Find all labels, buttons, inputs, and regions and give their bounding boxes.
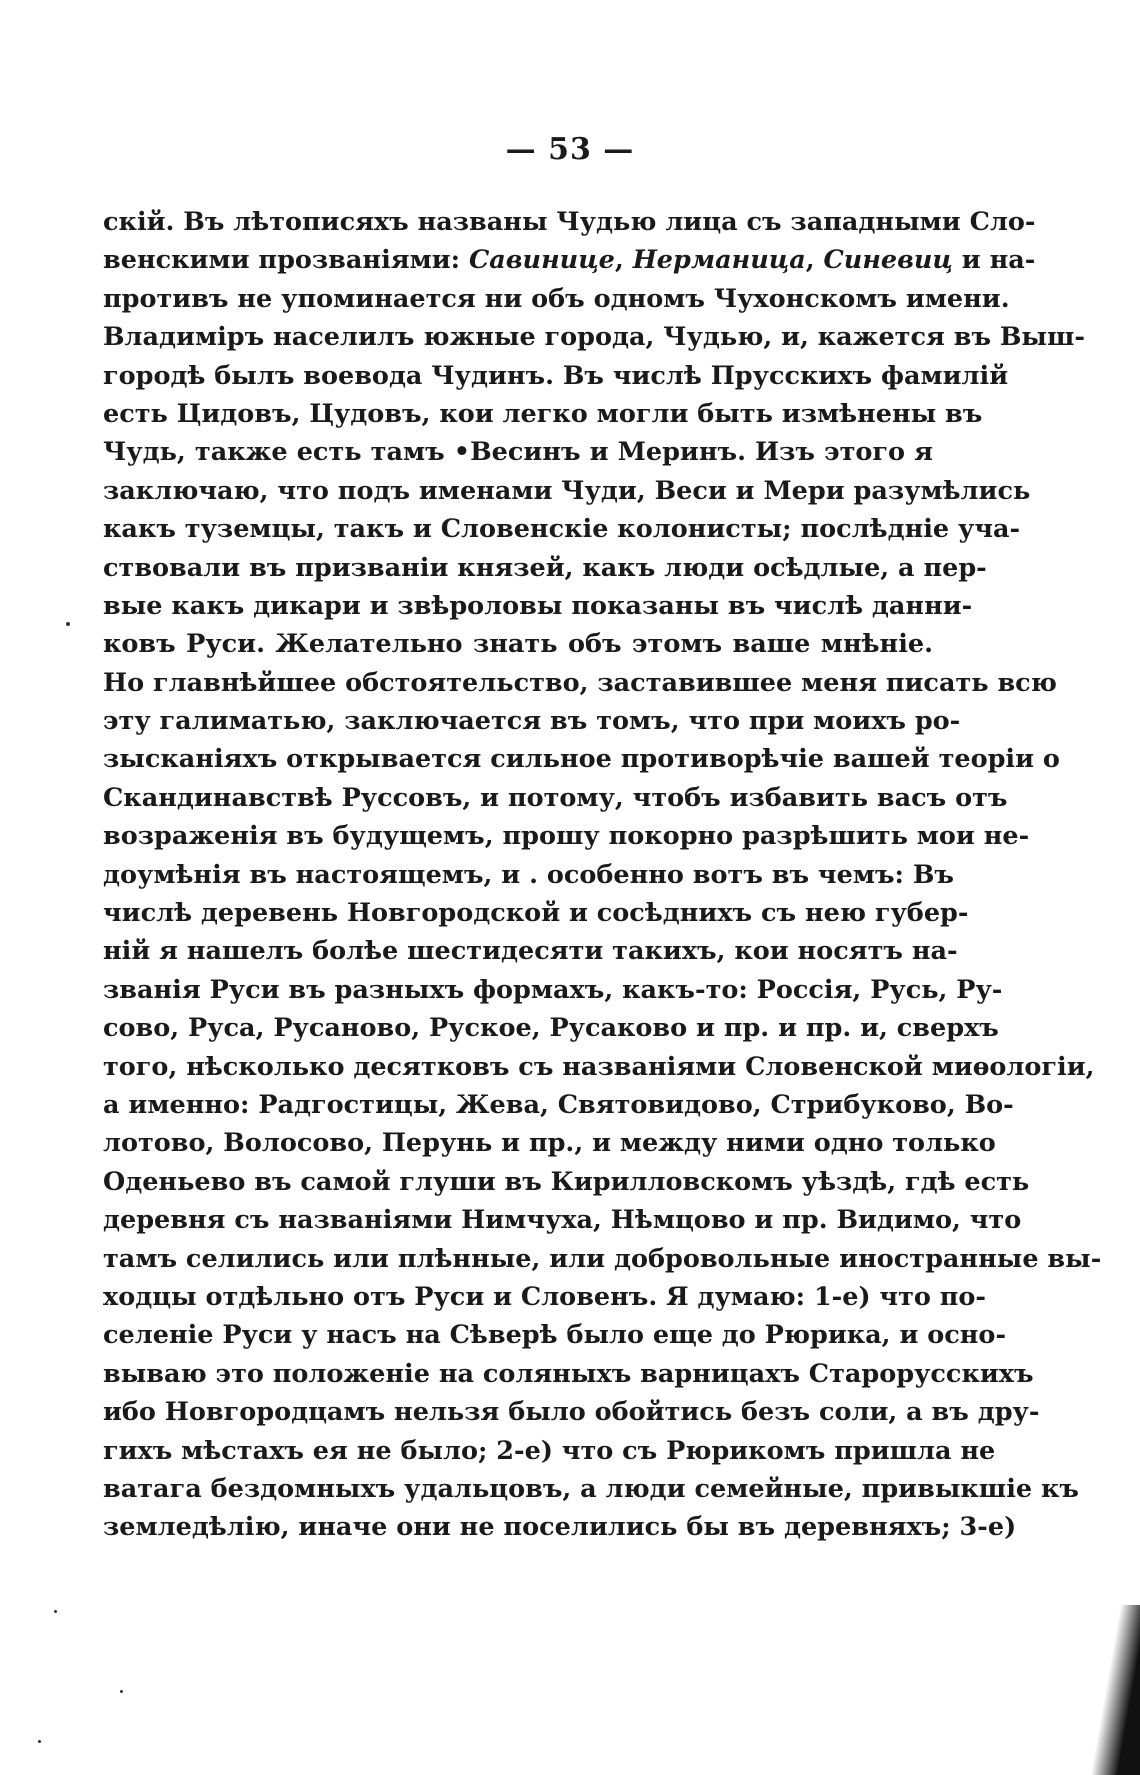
text-line: тамъ селились или плѣнные, или добровольные иностранные вы- [103, 1243, 1102, 1274]
text-span: , [614, 245, 633, 276]
text-line: того, нѣсколько десятковъ съ названіями Словенской миѳологіи, [103, 1051, 1095, 1082]
text-line: ній я нашелъ болѣе шестидесяти такихъ, кои носятъ на- [103, 936, 958, 967]
text-line: скій. Въ лѣтописяхъ названы Чудью лица съ западными Сло- [103, 207, 1036, 237]
italic-name: Нерманица [632, 245, 806, 276]
text-line: Скандинавствѣ Руссовъ, и потому, чтобъ избавить васъ отъ [103, 782, 1008, 813]
italic-name: Савинице [468, 245, 615, 276]
text-line: вые какъ дикари и звѣроловы показаны въ числѣ данни- [103, 590, 973, 621]
text-line: Владиміръ населилъ южные города, Чудью, и, кажется въ Выш- [103, 322, 1085, 353]
text-line: Чудь, также есть тамъ •Весинъ и Меринъ. Изъ этого я [103, 437, 933, 468]
text-line: Оденьево въ самой глуши въ Кирилловскомъ уѣздѣ, гдѣ есть [103, 1166, 1030, 1197]
text-span: , [805, 245, 824, 276]
scan-speck [120, 1690, 123, 1693]
text-line: возраженія въ будущемъ, прошу покорно разрѣшить мои не- [103, 821, 1030, 852]
text-line: есть Цидовъ, Цудовъ, кои легко могли быть измѣнены въ [103, 398, 983, 429]
text-line [103, 241, 1036, 279]
text-line: вываю это положеніе на соляныхъ варницахъ Старорусскихъ [103, 1358, 1034, 1389]
text-line: какъ туземцы, такъ и Словенскіе колонисты; послѣдніе уча- [103, 514, 1021, 545]
page-number: — 53 — [505, 132, 635, 167]
text-line: ходцы отдѣльно отъ Руси и Словенъ. Я думаю: 1-е) что по- [103, 1281, 987, 1312]
text-line: ствовали въ призваніи князей, какъ люди осѣдлые, а пер- [103, 552, 987, 583]
text-line: зысканіяхъ открывается сильное противорѣчіе вашей теоріи о [103, 744, 1060, 775]
text-line: а именно: Радгостицы, Жева, Святовидово, Стрибуково, Во- [103, 1089, 1014, 1120]
text-span: венскими прозваніями: [103, 245, 469, 276]
text-line: ковъ Руси. Желательно знать объ этомъ ваше мнѣніе. [103, 629, 933, 660]
text-line: доумѣнія въ настоящемъ, и . особенно вотъ въ чемъ: Въ [103, 859, 954, 890]
text-line: числѣ деревень Новгородской и сосѣднихъ съ нею губер- [103, 898, 969, 929]
text-line: Но главнѣйшее обстоятельство, заставившее меня писать всю [103, 667, 1057, 698]
text-line: званія Руси въ разныхъ формахъ, какъ-то: Россія, Русь, Ру- [103, 974, 1003, 1005]
text-line: земледѣлію, иначе они не поселились бы въ деревняхъ; 3-е) [103, 1512, 1017, 1543]
text-line: сово, Руса, Русаново, Руское, Русаково и пр. и пр. и, сверхъ [103, 1013, 999, 1044]
scan-speck [54, 1610, 57, 1613]
italic-name: Синевиц [823, 245, 953, 276]
text-line: деревня съ названіями Нимчуха, Нѣмцово и пр. Видимо, что [103, 1205, 1022, 1236]
body-text [103, 203, 1102, 1547]
page-edge-shadow [1080, 1605, 1140, 1775]
text-line: противъ не упоминается ни объ одномъ Чухонскомъ имени. [103, 283, 1010, 314]
text-line: городѣ былъ воевода Чудинъ. Въ числѣ Прусскихъ фамилій [103, 360, 1009, 391]
text-span: и на- [952, 245, 1036, 276]
text-line: лотово, Волосово, Перунь и пр., и между ними одно только [103, 1128, 996, 1159]
text-line: гихъ мѣстахъ ея не было; 2-е) что съ Рюрикомъ пришла не [103, 1435, 996, 1466]
text-line: ибо Новгородцамъ нельзя было обойтись безъ соли, а въ дру- [103, 1397, 1040, 1428]
scan-speck [66, 622, 70, 626]
text-line: селеніе Руси у насъ на Сѣверѣ было еще до Рюрика, и осно- [103, 1320, 1007, 1351]
text-line: эту галиматью, заключается въ томъ, что при моихъ ро- [103, 706, 961, 737]
text-line: заключаю, что подъ именами Чуди, Веси и Мери разумѣлись [103, 475, 1031, 506]
text-line: ватага бездомныхъ удальцовъ, а люди семейные, привыкшіе къ [103, 1473, 1079, 1504]
scan-speck [38, 1740, 41, 1743]
